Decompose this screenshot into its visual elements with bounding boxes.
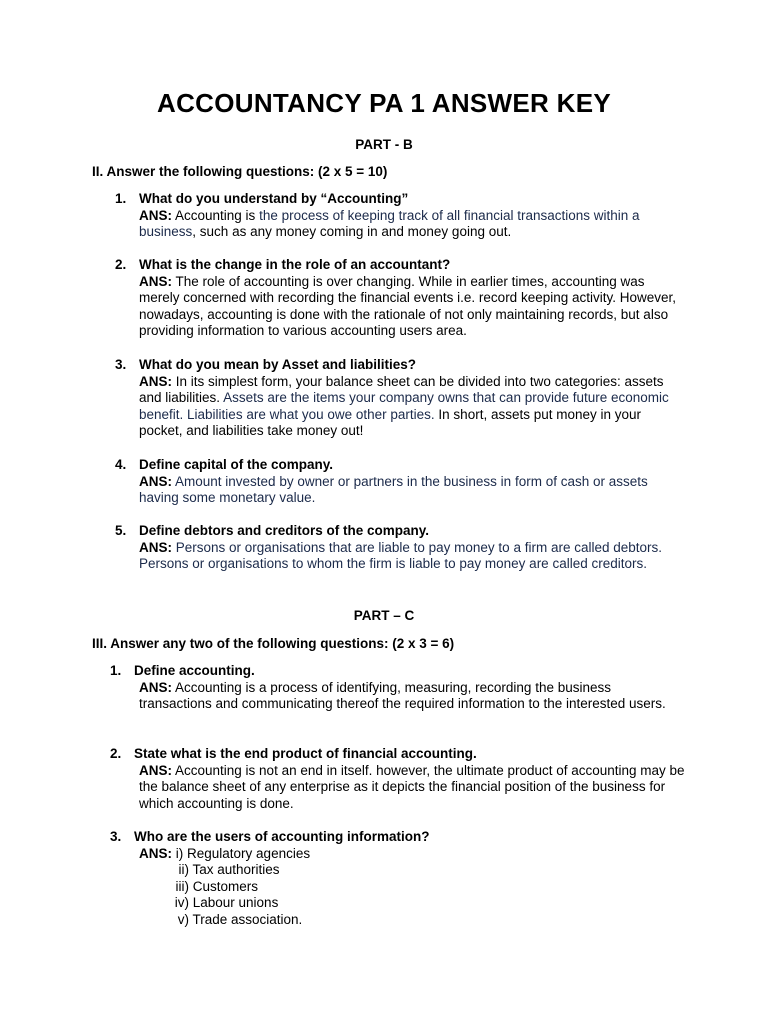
question-number: 2. [115, 257, 127, 272]
list-item-text: Tax authorities [189, 862, 280, 877]
answer-part: The role of accounting is over changing. While in earlier times, accounting was merely concerned with recording the financial events i.e. record keeping activity. However, nowadays, accounting is done with the rationale of not only maintaining records, but also providing information to various accounting users area. [139, 273, 677, 338]
question-text: Define debtors and creditors of the company. [139, 523, 430, 538]
answer-highlight: the process of keeping track of all financial transactions within a business [139, 207, 640, 239]
answer-text [139, 274, 685, 340]
question-item [115, 523, 685, 573]
answer-part: In its simplest form, your balance sheet can be divided into two categories: assets and liabilities. [139, 373, 664, 405]
question-item [110, 829, 685, 928]
question-item [110, 663, 685, 713]
question-text: What do you understand by “Accounting” [139, 191, 409, 206]
list-marker: ii) [178, 862, 189, 877]
question-text: State what is the end product of financial accounting. [134, 746, 477, 761]
answer-part: Accounting is a process of identifying, measuring, recording the business transactions and communicating thereof the required information to the interested users. [139, 679, 666, 711]
answer-text [139, 374, 685, 440]
answer-part: Accounting is [172, 207, 260, 223]
question-number: 3. [115, 357, 127, 372]
question-number: 3. [110, 829, 122, 844]
list-item [139, 862, 685, 879]
question-item [110, 746, 685, 812]
list-item-text: Regulatory agencies [183, 845, 311, 861]
answer-label: ANS: [139, 762, 172, 778]
question-item [115, 457, 685, 507]
answer-label: ANS: [139, 539, 172, 555]
answer-label: ANS: [139, 373, 172, 389]
list-item-text: Customers [189, 878, 259, 894]
question-text: Define accounting. [134, 663, 255, 678]
answer-part: Amount invested by owner or partners in the business in form of cash or assets having some monetary value. [139, 473, 648, 505]
question-number: 2. [110, 746, 122, 761]
list-marker: i) [175, 845, 184, 861]
answer-part: Accounting is not an end in itself. however, the ultimate product of accounting may be the balance sheet of any enterprise as it depicts the financial position of the business for which accounting is done. [139, 762, 685, 811]
question-text: Define capital of the company. [139, 457, 334, 472]
page-title: ACCOUNTANCY PA 1 ANSWER KEY [157, 88, 611, 118]
question-number: 4. [115, 457, 127, 472]
part-b-heading: PART - B [355, 137, 413, 152]
answer-label: ANS: [139, 845, 172, 861]
answer-highlight: Assets are the items your company owns that can provide future economic benefit. Liabilities are what you owe other parties. [139, 390, 669, 422]
list-item [176, 846, 310, 861]
answer-label: ANS: [139, 273, 172, 289]
answer-text [139, 540, 685, 573]
list-item-text: Labour unions [189, 895, 279, 910]
answer-text [139, 208, 685, 241]
part-c-heading: PART – C [353, 608, 415, 623]
answer-text [139, 680, 685, 713]
part-b-section-heading: II. Answer the following questions: (2 x 5 = 10) [92, 164, 388, 179]
question-text: Who are the users of accounting information? [134, 829, 430, 844]
question-item [115, 257, 685, 340]
answer-label: ANS: [139, 207, 172, 223]
list-marker: iii) [175, 878, 189, 894]
list-marker: iv) [174, 895, 189, 910]
question-item [115, 191, 685, 241]
answer-part: , such as any money coming in and money going out. [192, 224, 512, 239]
question-number: 1. [115, 191, 127, 206]
answer-part: In short, assets put money in your pocket, and liabilities take money out! [139, 406, 642, 438]
question-text: What is the change in the role of an accountant? [139, 257, 451, 272]
question-number: 5. [115, 523, 127, 538]
answer-part: Persons or organisations that are liable to pay money to a firm are called debtors. Persons or organisations to whom the firm is liable to pay money are called creditors. [139, 539, 663, 571]
answer-text [139, 474, 685, 507]
list-item [139, 895, 685, 912]
list-item [139, 912, 685, 929]
answer-label: ANS: [139, 679, 172, 695]
answer-text [139, 763, 685, 813]
question-text: What do you mean by Asset and liabilities? [139, 357, 417, 372]
list-marker: v) [177, 911, 189, 927]
answer-label: ANS: [139, 473, 172, 489]
part-c-section-heading: III. Answer any two of the following questions: (2 x 3 = 6) [92, 636, 455, 651]
answer-list [139, 846, 685, 929]
question-item [115, 357, 685, 440]
list-item-text: Trade association. [189, 911, 303, 927]
question-number: 1. [110, 663, 122, 678]
list-item [139, 879, 685, 896]
